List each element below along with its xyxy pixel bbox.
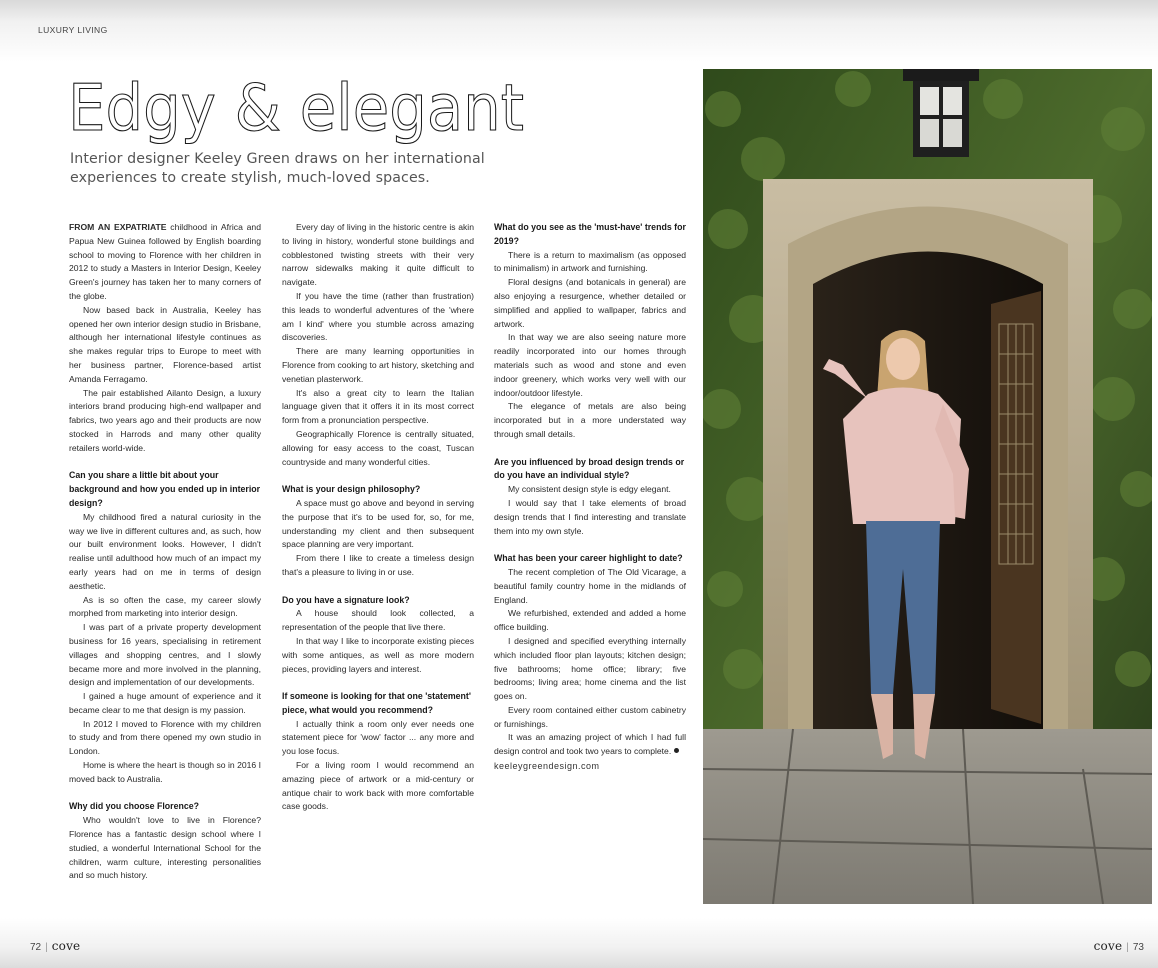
lantern-icon xyxy=(903,69,979,157)
question-heading: Can you share a little bit about your background and how you ended up in interior design? xyxy=(69,470,261,508)
paragraph: Geographically Florence is centrally situated, allowing for easy access to the coast, Tuscan countryside and many wonderful cities. xyxy=(282,428,474,467)
paragraph: Now based back in Australia, Keeley has opened her own interior design studio in Brisbane, although her international lifestyle continues as she makes regular trips to Europe to meet with her business partner, Florence-based artist Amanda Ferragamo. xyxy=(69,304,261,384)
question-heading: What do you see as the 'must-have' trends for 2019? xyxy=(494,222,686,246)
answer-paragraph: I gained a huge amount of experience and it became clear to me that design is my passion. xyxy=(69,691,261,715)
article-column-3 xyxy=(494,221,686,774)
end-mark-icon xyxy=(674,748,679,753)
page-number-left: 72 xyxy=(30,942,42,953)
answer-paragraph: In 2012 I moved to Florence with my children to study and from there opened my own studio in London. xyxy=(69,718,261,757)
question-heading: If someone is looking for that one 'statement' piece, what would you recommend? xyxy=(282,691,471,715)
answer-paragraph: In that way we are also seeing nature more readily incorporated into our homes through materials such as wood and stone and even indoor greenery, which works very well with our indoor/outdoor lifestyle. xyxy=(494,332,686,398)
article-column-1 xyxy=(69,221,261,883)
answer-paragraph: I would say that I take elements of broad design trends that I find interesting and translate them into my own style. xyxy=(494,497,686,536)
answer-paragraph: In that way I like to incorporate existing pieces with some antiques, as well as more modern pieces, providing layers and interest. xyxy=(282,635,474,674)
headline xyxy=(68,70,548,150)
answer-paragraph: The elegance of metals are also being incorporated but in a more understated way through small details. xyxy=(494,401,686,439)
answer-paragraph: Floral designs (and botanicals in general) are also enjoying a resurgence, whether detailed or simplified and applied to wallpaper, fabrics and artwork. xyxy=(494,277,686,329)
answer-paragraph: The recent completion of The Old Vicarage, a beautiful family country home in the midlands of England. xyxy=(494,566,686,605)
answer-paragraph: A space must go above and beyond in serving the purpose that it's to be used for, so, for me, understanding my client and then subsequent space planning are very important. xyxy=(282,497,474,550)
section-label: LUXURY LIVING xyxy=(38,25,108,35)
bottom-gradient-bar xyxy=(0,918,1158,968)
folio-left xyxy=(30,939,80,953)
intro-rest: childhood in Africa and Papua New Guinea followed by English boarding school to moving to Florence with her children in 2012 to study a Masters in Interior Design, Keeley Green's journey has taken her to many corners of the globe. xyxy=(69,222,261,301)
folio-divider: | xyxy=(1126,942,1129,953)
paragraph: There are many learning opportunities in Florence from cooking to art history, sketching and venetian plasterwork. xyxy=(282,346,474,384)
question-heading: What is your design philosophy? xyxy=(282,484,421,495)
page-number-right: 73 xyxy=(1132,942,1144,953)
answer-paragraph: We refurbished, extended and added a home office building. xyxy=(494,608,686,633)
closing-sentence: It was an amazing project of which I had full design control and took two years to complete. xyxy=(494,732,686,757)
paragraph: Every day of living in the historic centre is akin to living in history, wonderful stone buildings and cobblestoned twisting streets with their very narrow sidewalks making it quite difficult to navigate. xyxy=(282,222,474,288)
question-heading: Why did you choose Florence? xyxy=(69,801,200,812)
brand-logo-left: cove xyxy=(51,939,81,953)
answer-paragraph: Home is where the heart is though so in 2016 I moved back to Australia. xyxy=(69,760,261,784)
answer-paragraph: My childhood fired a natural curiosity in the way we live in different cultures and, as such, how our built environment looks. However, I didn't realise until adulthood how much of an impact my early years had on me in terms of design aesthetic. xyxy=(69,511,261,591)
folio-right xyxy=(1094,939,1144,953)
website-link[interactable]: keeleygreendesign.com xyxy=(494,761,600,772)
answer-paragraph xyxy=(494,731,686,759)
portrait-illustration xyxy=(703,69,1152,904)
paragraph: The pair established Ailanto Design, a luxury interiors brand producing high-end wallpaper and fabrics, two years ago and their products are now stocked in Harrods and many other quality retailers world-wide. xyxy=(69,387,261,453)
paragraph: It's also a great city to learn the Italian language given that it offers it in its most correct form from a pronunciation perspective. xyxy=(282,387,474,426)
headline-text: Edgy & elegant xyxy=(68,72,524,146)
intro-paragraph xyxy=(69,221,261,304)
question-heading: What has been your career highlight to date? xyxy=(494,553,683,564)
question-heading: Are you influenced by broad design trends or do you have an individual style? xyxy=(494,456,685,481)
answer-paragraph: I designed and specified everything internally which included floor plan layouts; kitchen design; five bathrooms; home office; library; five bedrooms; living area; home cinema and the list goes on. xyxy=(494,635,686,702)
answer-paragraph: I actually think a room only ever needs one statement piece for 'wow' factor ... any more and you lose focus. xyxy=(282,718,474,757)
standfirst: Interior designer Keeley Green draws on her international experiences to create stylish, much-loved spaces. xyxy=(70,151,485,186)
answer-paragraph: For a living room I would recommend an amazing piece of artwork or a mid-century or antique chair to work back with more comfortable case goods. xyxy=(282,760,474,812)
top-gradient-bar xyxy=(0,0,1158,62)
answer-paragraph: Every room contained either custom cabinetry or furnishings. xyxy=(494,704,686,729)
answer-paragraph: A house should look collected, a representation of the people that live there. xyxy=(282,608,474,633)
folio-divider: | xyxy=(45,942,48,953)
question-heading: Do you have a signature look? xyxy=(282,594,410,605)
answer-paragraph: From there I like to create a timeless design that's a pleasure to living in or use. xyxy=(282,553,474,577)
intro-lead: FROM AN EXPATRIATE xyxy=(69,222,167,232)
answer-paragraph: My consistent design style is edgy elegant. xyxy=(508,484,671,495)
answer-paragraph: I was part of a private property development business for 16 years, specialising in retirement villages and shopping centres, and I slowly became more and more involved in the planning, design and implementation of our developments. xyxy=(69,622,261,688)
brand-logo-right: cove xyxy=(1093,939,1123,953)
article-column-2 xyxy=(282,221,474,814)
answer-paragraph: As is so often the case, my career slowly morphed from marketing into interior design. xyxy=(69,594,261,619)
answer-paragraph: Who wouldn't love to live in Florence? Florence has a fantastic design school where I studied, a wonderful International School for the children, warm culture, interesting personalities and so much history. xyxy=(69,815,261,881)
answer-paragraph: There is a return to maximalism (as opposed to minimalism) in artwork and furnishing. xyxy=(494,249,686,274)
portrait-photo xyxy=(703,69,1152,904)
paragraph: If you have the time (rather than frustration) this leads to wonderful adventures of the 'where am I kind' where you stumble across amazing discoveries. xyxy=(282,290,474,343)
